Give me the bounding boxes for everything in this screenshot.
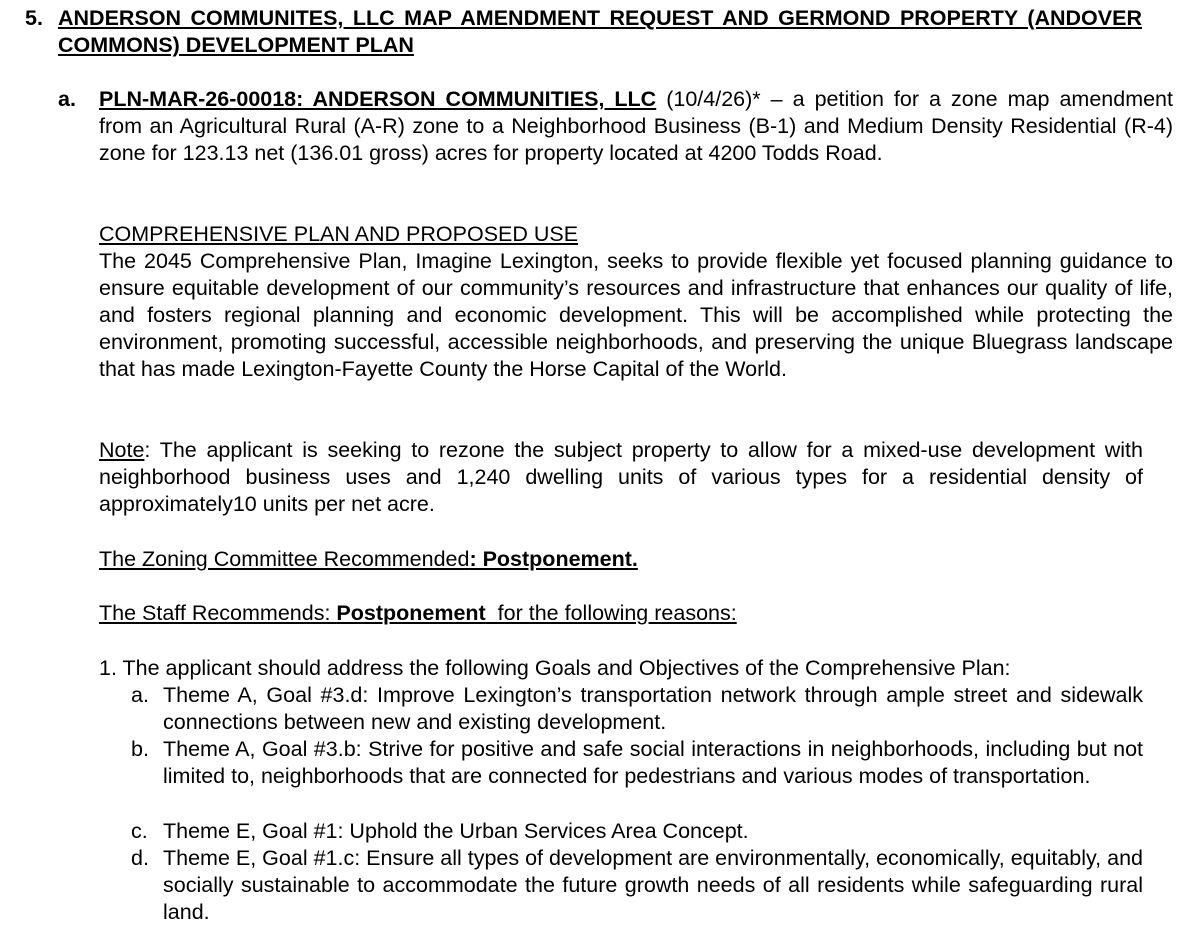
list-item xyxy=(131,845,1143,926)
list-item-letter: a. xyxy=(131,683,149,707)
staff-recommendation xyxy=(99,600,737,627)
note-label: Note xyxy=(99,438,145,462)
section-number: 5. xyxy=(25,6,43,30)
list-item-letter: c. xyxy=(131,819,148,843)
list-item xyxy=(131,682,1143,736)
item-letter: a. xyxy=(58,87,76,111)
zoning-value: : Postponement. xyxy=(469,547,638,571)
case-date: (10/4/26)* xyxy=(666,87,761,111)
note-paragraph xyxy=(99,437,1143,518)
list-item-text: Theme A, Goal #3.d: Improve Lexington’s transportation network through ample street and sidewalk connections between new and existing development. xyxy=(163,683,1143,734)
list-item-text: Theme E, Goal #1.c: Ensure all types of development are environmentally, economically, equitably, and socially sustainable to accommodate the future growth needs of all residents while safeguarding rural land. xyxy=(163,846,1143,924)
list-item xyxy=(131,818,1143,845)
zoning-committee-recommendation xyxy=(99,546,638,573)
reason-one: 1. The applicant should address the following Goals and Objectives of the Comprehensive Plan: xyxy=(99,656,1011,680)
note-text: : The applicant is seeking to rezone the subject property to allow for a mixed-use development with neighborhood business uses and 1,240 dwelling units of various types for a residential density of approximately10 units per net acre. xyxy=(99,438,1143,516)
list-item-letter: b. xyxy=(131,737,149,761)
zoning-label: The Zoning Committee Recommended xyxy=(99,547,470,571)
staff-value: Postponement xyxy=(336,601,486,625)
case-description: – a petition for a zone map amendment from an Agricultural Rural (A-R) zone to a Neighborhood Business (B-1) and Medium Density Residential (R-4) zone for 123.13 net (136.01 gross) acres for property located at 4200 Todds Road. xyxy=(99,87,1173,165)
case-id: PLN-MAR-26-00018: ANDERSON COMMUNITIES, LLC xyxy=(99,87,657,111)
staff-label: The Staff Recommends: xyxy=(99,601,337,625)
list-item-letter: d. xyxy=(131,846,149,870)
comprehensive-plan-heading: COMPREHENSIVE PLAN AND PROPOSED USE xyxy=(99,222,579,246)
section-title: ANDERSON COMMUNITES, LLC MAP AMENDMENT REQUEST AND GERMOND PROPERTY (ANDOVER COMMONS) DEVELOPMENT PLAN xyxy=(58,6,1142,57)
comprehensive-plan-text: The 2045 Comprehensive Plan, Imagine Lexington, seeks to provide flexible yet focused planning guidance to ensure equitable development of our community’s resources and infrastructure that enhances our quality of life, and fosters regional planning and economic development. This will be accomplished while protecting the environment, promoting successful, accessible neighborhoods, and preserving the unique Bluegrass landscape that has made Lexington-Fayette County the Horse Capital of the World. xyxy=(99,249,1173,381)
staff-suffix: for the following reasons: xyxy=(485,601,737,625)
list-item xyxy=(131,736,1143,790)
item-a-paragraph xyxy=(99,86,1173,167)
list-item-text: Theme E, Goal #1: Uphold the Urban Services Area Concept. xyxy=(163,819,749,843)
list-item-text: Theme A, Goal #3.b: Strive for positive and safe social interactions in neighborhoods, including but not limited to, neighborhoods that are connected for pedestrians and various modes of transportation. xyxy=(163,737,1143,788)
